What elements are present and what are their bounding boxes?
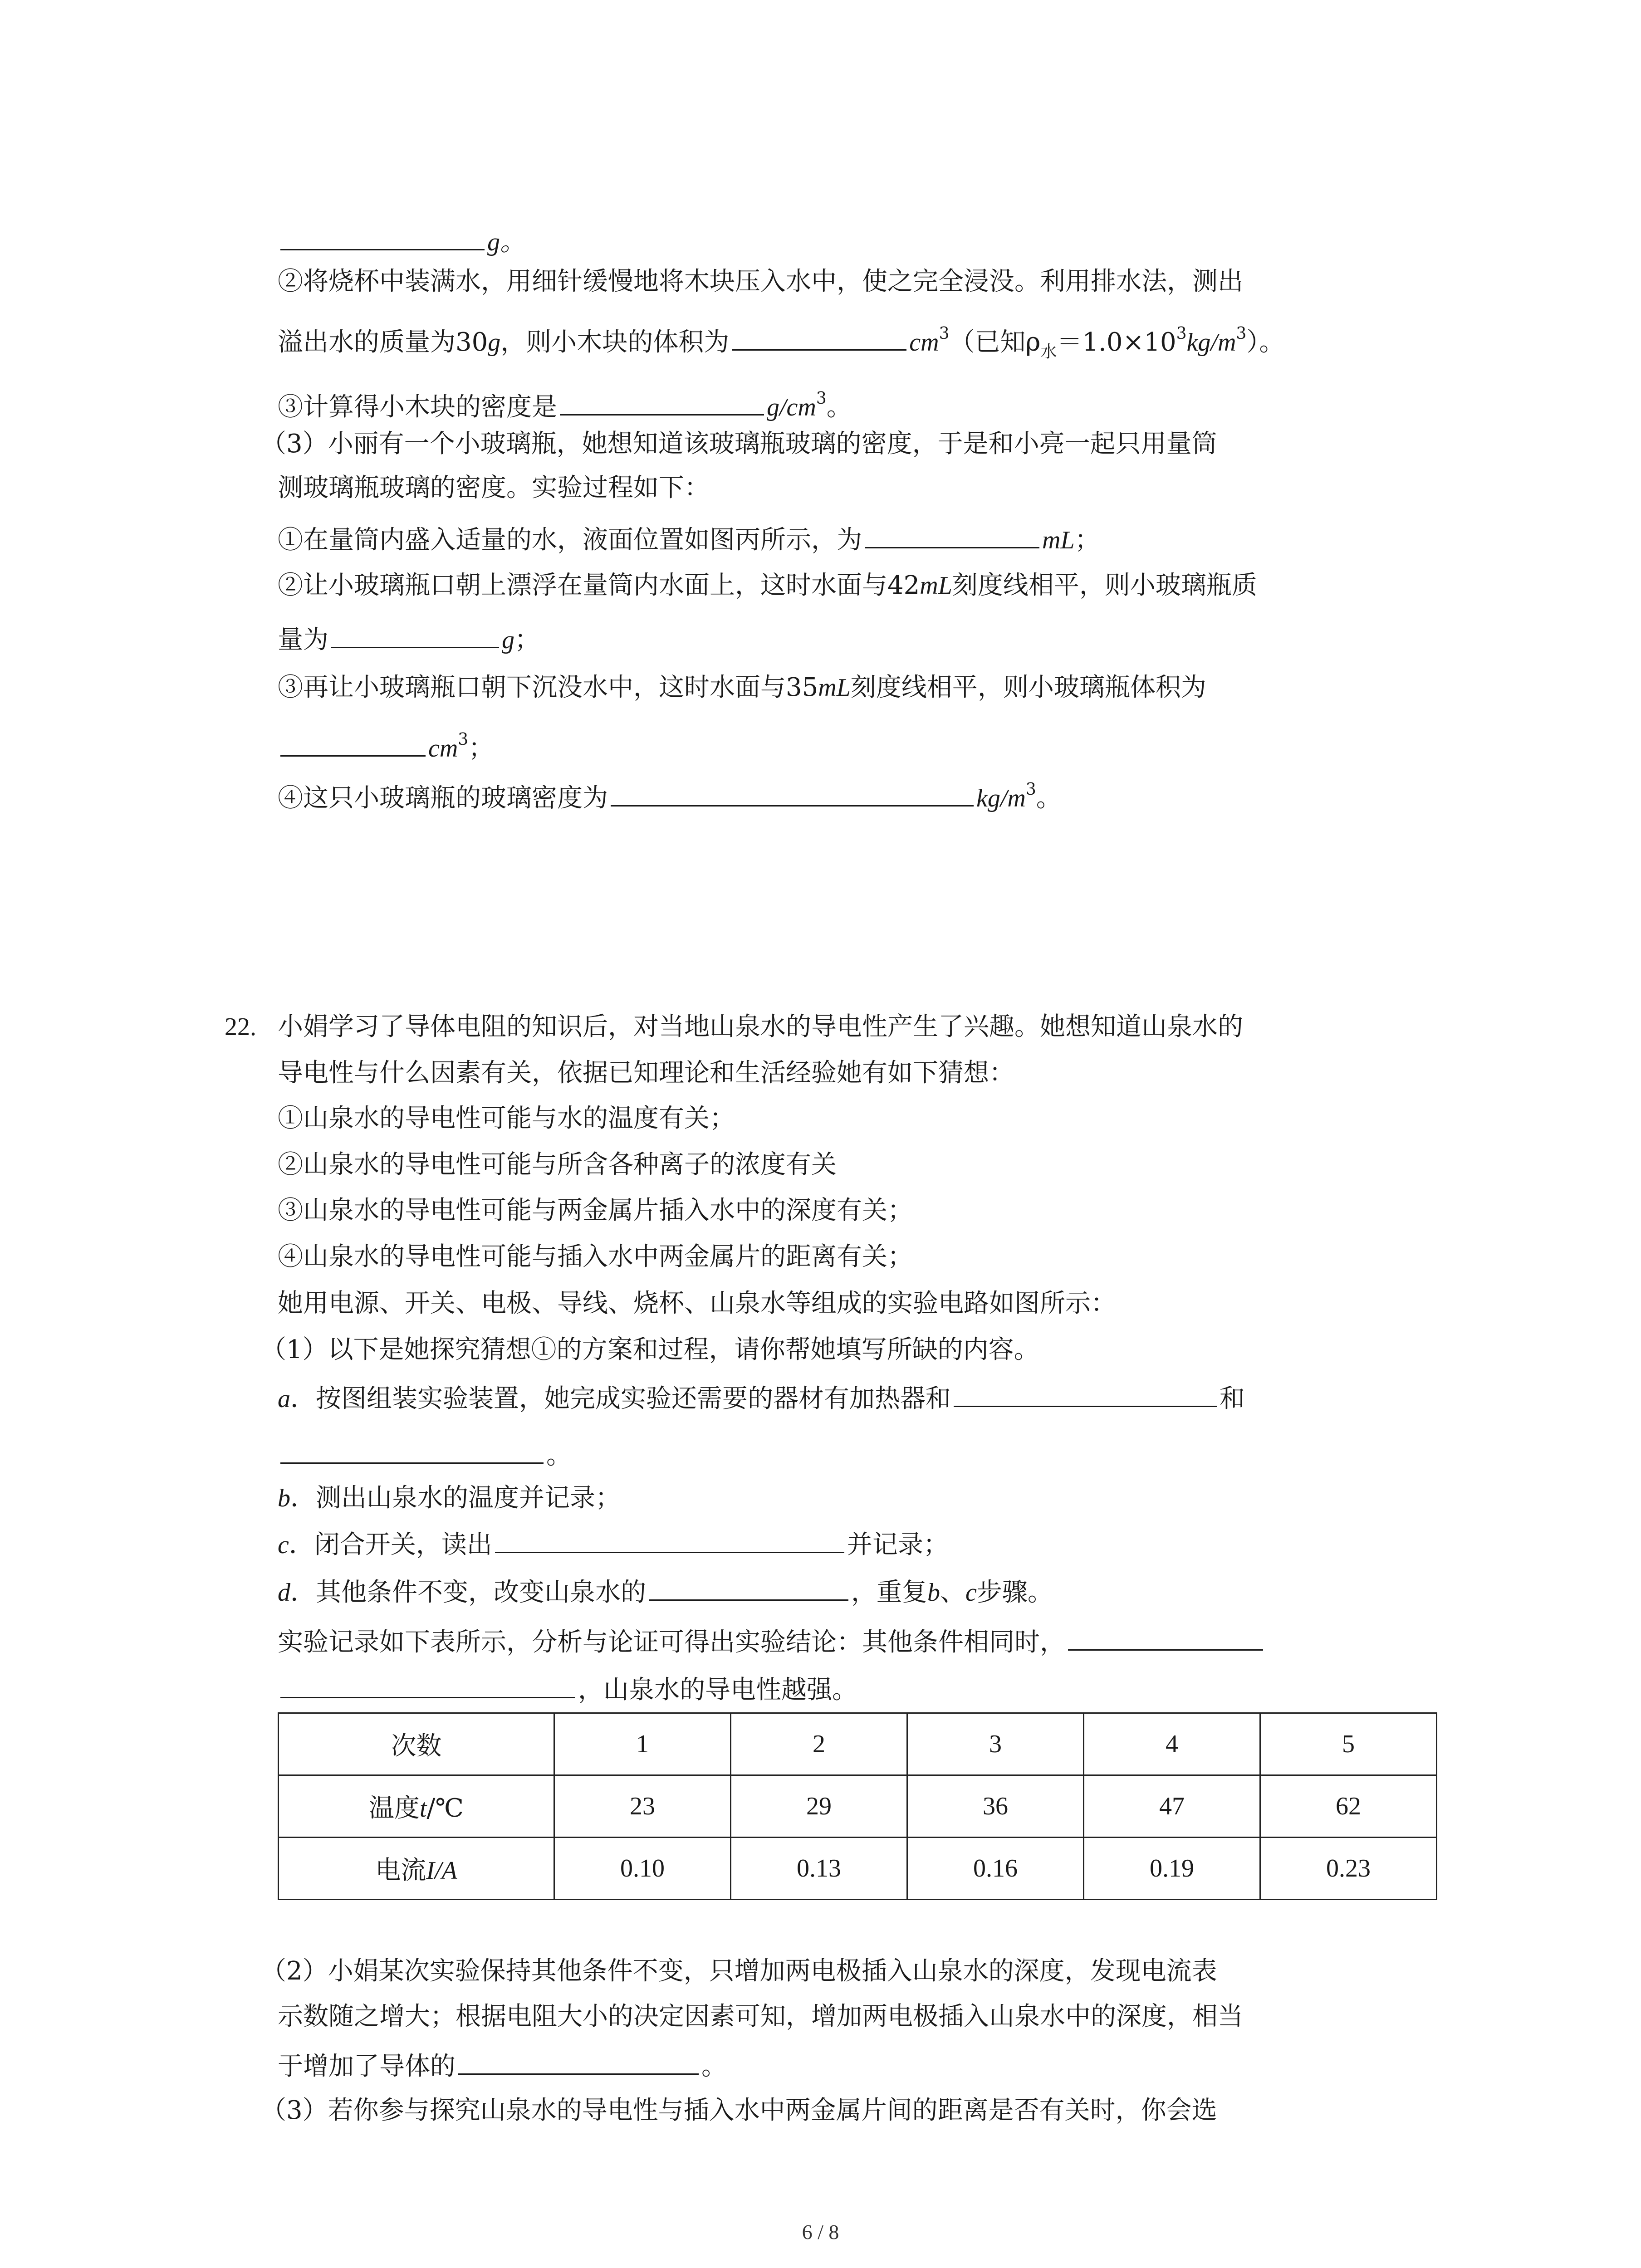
blank[interactable] (495, 1526, 844, 1553)
table-cell: 2 (731, 1713, 907, 1775)
step-a-cont: 。 (278, 1437, 572, 1472)
table-cell: 温度t/℃ (279, 1775, 554, 1838)
step-2-line-a: ②将烧杯中装满水，用细针缓慢地将木块压入水中，使之完全浸没。利用排水法，测出 (278, 267, 1243, 296)
q3-step-4: ④这只小玻璃瓶的玻璃密度为 $kg/m^3$。 (278, 780, 1062, 813)
part-3-line: （3）若你参与探究山泉水的导电性与插入水中两金属片间的距离是否有关时，你会选 (261, 2096, 1217, 2125)
guess-2: ②山泉水的导电性可能与所含各种离子的浓度有关 (278, 1150, 837, 1179)
table-cell: 36 (907, 1775, 1084, 1838)
part-2-line-a: （2）小娟某次实验保持其他条件不变，只增加两电极插入山泉水的深度，发现电流表 (261, 1956, 1217, 1986)
q3-step-3a: ③再让小玻璃瓶口朝下沉没水中，这时水面与35mL刻度线相平，则小玻璃瓶体积为 (278, 673, 1206, 702)
blank[interactable] (458, 2048, 699, 2075)
setup-text: 她用电源、开关、电极、导线、烧杯、山泉水等组成的实验电路如图所示： (278, 1289, 1116, 1318)
table-cell: 23 (554, 1775, 731, 1838)
step-d: d．其他条件不变，改变山泉水的 ，重复b、c步骤。 (278, 1574, 1053, 1609)
table-row (279, 1775, 1437, 1838)
q3-line-a: （3）小丽有一个小玻璃瓶，她想知道该玻璃瓶玻璃的密度，于是和小亮一起只用量筒 (261, 429, 1217, 459)
guess-1: ①山泉水的导电性可能与水的温度有关； (278, 1104, 735, 1133)
table-cell: 0.10 (554, 1838, 731, 1900)
step-2-line-b: 溢出水的质量为30g，则小木块的体积为 $cm^3$（已知$\rho_水=1.0\times 10^3kg/m^3$）。 (278, 324, 1285, 361)
q3-step-2a: ②让小玻璃瓶口朝上漂浮在量筒内水面上，这时水面与42mL刻度线相平，则小玻璃瓶质 (278, 571, 1257, 600)
table-cell: 4 (1084, 1713, 1260, 1775)
table-cell: 0.23 (1260, 1838, 1437, 1900)
table-row (279, 1713, 1437, 1775)
step-3-line: ③计算得小木块的密度是 $g/cm^3$。 (278, 389, 852, 422)
blank[interactable] (954, 1380, 1217, 1407)
conclusion-a: 实验记录如下表所示，分析与论证可得出实验结论：其他条件相同时， (278, 1624, 1266, 1659)
blank[interactable] (280, 224, 485, 250)
table-cell: 1 (554, 1713, 731, 1775)
blank[interactable] (331, 621, 499, 648)
table-cell: 次数 (279, 1713, 554, 1775)
answer-line-mass: g。 (278, 224, 525, 259)
table-cell: 47 (1084, 1775, 1260, 1838)
conclusion-b: ，山泉水的导电性越强。 (278, 1672, 857, 1706)
table-cell: 3 (907, 1713, 1084, 1775)
part-2-line-b: 示数随之增大；根据电阻大小的决定因素可知，增加两电极插入山泉水中的深度，相当 (278, 2002, 1243, 2031)
page-number: 6 / 8 (802, 2220, 839, 2244)
blank[interactable] (1068, 1624, 1263, 1651)
table-cell: 62 (1260, 1775, 1437, 1838)
step-c: c．闭合开关，读出 并记录； (278, 1526, 949, 1561)
part-2-line-c: 于增加了导体的 。 (278, 2048, 727, 2083)
table-cell: 0.19 (1084, 1838, 1260, 1900)
blank[interactable] (611, 780, 974, 807)
blank[interactable] (280, 730, 426, 757)
blank[interactable] (732, 324, 906, 351)
table-cell: 0.16 (907, 1838, 1084, 1900)
guess-3: ③山泉水的导电性可能与两金属片插入水中的深度有关； (278, 1196, 913, 1225)
q22-intro-a: 小娟学习了导体电阻的知识后，对当地山泉水的导电性产生了兴趣。她想知道山泉水的 (278, 1012, 1243, 1041)
table-cell: 0.13 (731, 1838, 907, 1900)
q3-line-b: 测玻璃瓶玻璃的密度。实验过程如下： (278, 473, 710, 503)
blank[interactable] (280, 1672, 575, 1698)
table-cell: 5 (1260, 1713, 1437, 1775)
step-b: b．测出山泉水的温度并记录； (278, 1483, 621, 1513)
data-table (278, 1712, 1437, 1900)
step-a: a．按图组装实验装置，她完成实验还需要的器材有加热器和 和 (278, 1380, 1245, 1415)
part-1-prompt: （1）以下是她探究猜想①的方案和过程，请你帮她填写所缺的内容。 (261, 1335, 1039, 1364)
blank[interactable] (865, 522, 1039, 548)
table-cell: 29 (731, 1775, 907, 1838)
blank[interactable] (649, 1574, 848, 1601)
q3-step-2b: 量为 g； (278, 621, 540, 656)
q3-step-3b: $cm^3$； (278, 723, 494, 765)
table-row (279, 1838, 1437, 1900)
q22-intro-b: 导电性与什么因素有关，依据已知理论和生活经验她有如下猜想： (278, 1058, 1014, 1088)
guess-4: ④山泉水的导电性可能与插入水中两金属片的距离有关； (278, 1242, 913, 1271)
blank[interactable] (280, 1437, 544, 1464)
blank[interactable] (560, 389, 764, 415)
table-cell: 电流I/A (279, 1838, 554, 1900)
q3-step-1: ①在量筒内盛入适量的水，液面位置如图丙所示，为 mL； (278, 522, 1100, 557)
question-number: 22. (225, 1013, 256, 1041)
